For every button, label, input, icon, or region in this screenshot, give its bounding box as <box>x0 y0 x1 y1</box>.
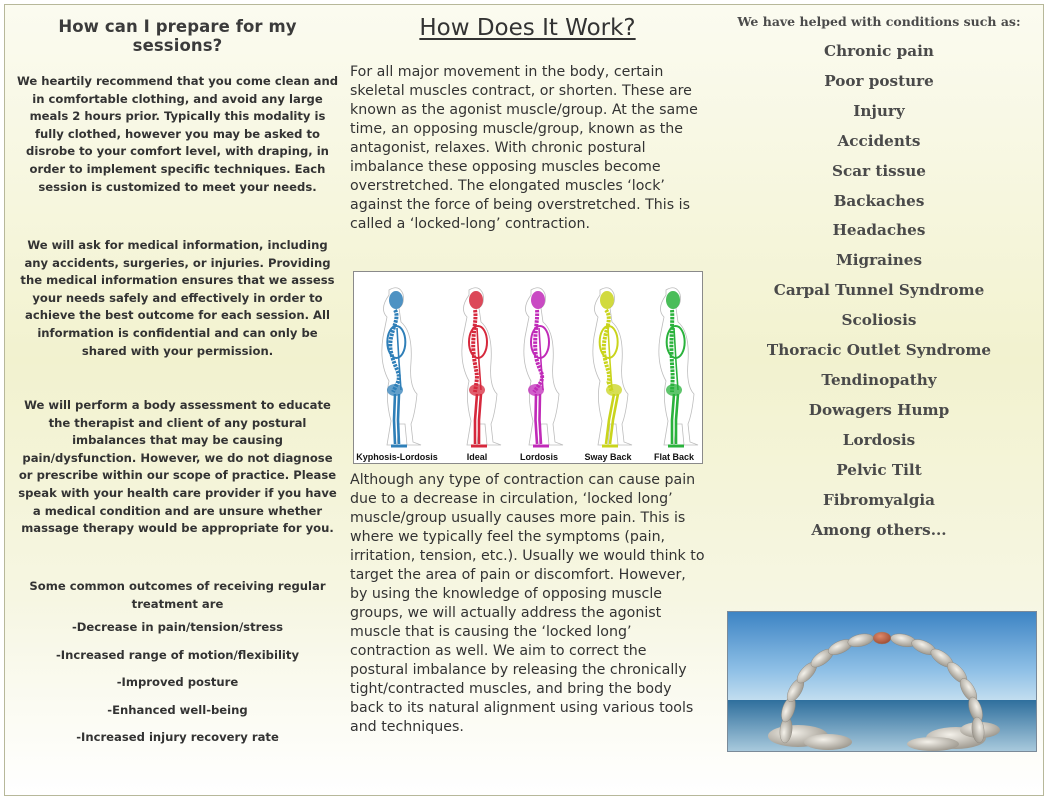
legs <box>536 394 542 444</box>
outcomes-section <box>15 577 340 757</box>
posture-figure <box>520 288 563 462</box>
outcomes-intro: Some common outcomes of receiving regular treatment are <box>29 579 326 611</box>
legs <box>606 394 618 444</box>
stone-arch-image <box>728 612 1036 751</box>
body-outline <box>524 288 563 445</box>
condition-item: Pelvic Tilt <box>836 460 922 479</box>
spine <box>390 310 399 392</box>
posture-label: Sway Back <box>584 452 632 462</box>
legs <box>475 394 481 444</box>
posture-label: Lordosis <box>519 452 559 462</box>
condition-item: Scar tissue <box>832 161 926 180</box>
posture-figure <box>654 288 698 462</box>
condition-item: Headaches <box>832 221 926 240</box>
arm <box>397 328 401 390</box>
skull <box>531 291 545 309</box>
legs <box>672 394 678 444</box>
how-it-works-paragraph-2: Although any type of contraction can cause pain due to a decrease in circulation, ‘locked long’ muscle/group usually causes more pain. This is where we typically feel the symptoms (pain, irritation, tension, etc.). Usually we would think to target the area of pain or discomfort. However, by using the knowledge of opposing muscle groups, we will actually address the agonist muscle that is causing the ‘locked long’ contraction as well. We aim to correct the postural imbalance by releasing the chronically tight/contracted muscles, and bring the body back to its natural alignment using various tools and techniques. <box>350 472 705 735</box>
skull <box>600 291 614 309</box>
prepare-paragraph-3: We will perform a body assessment to educate the therapist and client of any postural imbalances that may be causing pain/dysfunction. However, we do not diagnose or prescribe within our scope of practice. Please speak with your health care provider if you have a medical condition and are unsure whether massage therapy would be appropriate for you. <box>18 398 337 536</box>
posture-skeletons <box>354 272 702 463</box>
condition-item: Backaches <box>833 191 925 210</box>
condition-item: Lordosis <box>842 430 916 449</box>
posture-figure <box>356 288 438 462</box>
spine <box>473 310 477 392</box>
legs <box>394 394 399 444</box>
arch-stone <box>873 632 891 644</box>
condition-item: Migraines <box>835 251 923 270</box>
skull <box>666 291 680 309</box>
posture-figure <box>462 288 501 462</box>
conditions-heading: We have helped with conditions such as: <box>737 14 1021 29</box>
body-outline <box>382 288 421 445</box>
condition-item: Dowagers Hump <box>808 400 950 419</box>
outcome-item: -Enhanced well-being <box>107 702 248 717</box>
balanced-stones-photo <box>727 611 1037 752</box>
condition-item: Scoliosis <box>841 311 917 330</box>
conditions-list <box>721 37 1037 545</box>
body-outline <box>659 288 698 445</box>
condition-item: Poor posture <box>824 71 934 90</box>
left-column <box>15 5 340 795</box>
spine <box>671 310 672 392</box>
how-it-works-paragraph-1: For all major movement in the body, certain skeletal muscles contract, or shorten. These are known as the agonist muscle/group. At the same time, an opposing muscle/group, known as the antagonist, relaxes. With chronic postural imbalance these opposing muscles become overstretched. The elongated muscles ‘lock’ against the force of being overstretched. This is called a ‘locked-long’ contraction. <box>350 64 698 232</box>
condition-item: Fibromyalgia <box>822 490 936 509</box>
condition-item: Among others... <box>811 520 947 539</box>
condition-item: Injury <box>853 101 905 120</box>
outcome-item: -Increased range of motion/flexibility <box>55 647 300 662</box>
condition-item: Tendinopathy <box>821 370 937 389</box>
prepare-paragraph-2: We will ask for medical information, including any accidents, surgeries, or injuries. Providing the medical information ensures that we assess your needs safely and effectively in order to achieve the best outcome for each session. All information is confidential and can only be shared with your permission. <box>20 238 335 358</box>
posture-label: Flat Back <box>653 452 695 462</box>
skull <box>389 291 403 309</box>
arm <box>674 328 678 390</box>
condition-item: Accidents <box>837 131 921 150</box>
outcome-item: -Improved posture <box>116 675 239 689</box>
base-stone <box>907 737 959 751</box>
base-stone <box>804 734 852 750</box>
posture-diagram <box>353 271 703 464</box>
skull <box>469 291 483 309</box>
middle-column <box>350 5 705 795</box>
posture-label: Kyphosis-Lordosis <box>356 452 438 462</box>
condition-item: Thoracic Outlet Syndrome <box>766 341 992 360</box>
body-outline <box>462 288 501 445</box>
posture-figure <box>584 288 632 462</box>
prepare-heading: How can I prepare for my sessions? <box>58 17 297 55</box>
outcome-item: -Increased injury recovery rate <box>76 730 279 744</box>
condition-item: Carpal Tunnel Syndrome <box>773 281 985 300</box>
brochure-page <box>4 4 1044 796</box>
condition-item: Chronic pain <box>824 42 934 60</box>
posture-label: Ideal <box>466 452 488 462</box>
right-column <box>721 5 1037 795</box>
how-it-works-heading: How Does It Work? <box>419 15 636 41</box>
outcome-item: -Decrease in pain/tension/stress <box>71 620 284 634</box>
prepare-paragraph-1: We heartily recommend that you come clean and in comfortable clothing, and avoid any large meals 2 hours prior. Typically this modality is fully clothed, however you may be asked to disrobe to your comfort level, with draping, in order to implement specific techniques. Each session is customized to meet your needs. <box>16 74 339 194</box>
